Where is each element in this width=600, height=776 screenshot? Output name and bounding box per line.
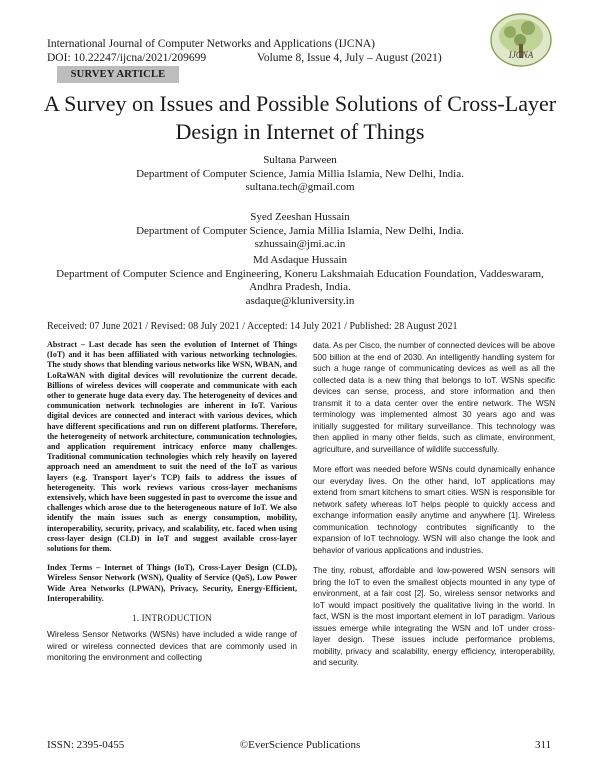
journal-logo: [480, 6, 562, 76]
author-email: sultana.tech@gmail.com: [245, 181, 355, 193]
logo-text: IJCNA: [508, 50, 534, 60]
author-name: Sultana Parween: [263, 154, 337, 166]
author-affiliation: Department of Computer Science and Engineering, Koneru Lakshmaiah Education Foundation, Vaddeswaram,: [56, 267, 544, 280]
author-block-1: [20, 154, 580, 195]
intro-paragraph: Wireless Sensor Networks (WSNs) have included a wide range of wired or wireless connected devices that are commonly used in monitoring the environment and collecting: [47, 629, 297, 662]
left-column: [47, 340, 297, 663]
section-heading-introduction: 1. INTRODUCTION: [132, 613, 212, 624]
footer-publisher: ©EverScience Publications: [239, 739, 361, 751]
author-affiliation-line2: Andhra Pradesh, India.: [249, 281, 351, 293]
abstract: Abstract – Last decade has seen the evolution of Internet of Things (IoT) and it has been affiliated with various networking technologies. The study shows that blending various networks like WSN, WBAN, and LoRaWAN with digital devices will revolutionize the current decade. Billions of wireless devices will cooperate and communicate with each other to generate huge data every day. The heterogeneity of devices and communication network technologies are inherent in IoT. Various digital devices are connected and interact with various devices, which have different specifications and run on different platforms. Therefore, the heterogeneity of network architecture, communication technologies, and application requirement intricacy enforce many challenges. Traditional communication technologies which rely heavily on layered approach need an amendment to suit the need of the IoT as various layers (e.g. Transport layer's TCP) fails to address the issues of heterogeneity. This work reviews various cross-layer mechanisms extensively, which have been suggested in past to overcome the issue and challenges which arose due to the heterogeneous nature of IoT. We also identify the main issues such as energy consumption, mobility, interoperability, security, privacy, and scalability, etc. faced when using cross-layer design (CLD) in IoT and suggest available cross-layer solutions for them.: [47, 340, 297, 554]
author-block-2: [20, 211, 580, 252]
paper-title: A Survey on Issues and Possible Solutions of Cross-Layer Design in Internet of Things: [43, 91, 557, 144]
publication-dates: Received: 07 June 2021 / Revised: 08 July 2021 / Accepted: 14 July 2021 / Published: 28 August 2021: [47, 321, 458, 332]
body-paragraph-1: data. As per Cisco, the number of connected devices will be above 500 billion at the end of 2030. An intelligently handling system for such a huge range of communicating devices as well as all the collected data is a new thing that belongs to IoT. WSNs specific devices can sense, process, and store information and then transmit it to a data center over the entire network. The WSN terminology was implemented almost 30 years ago and was initially suggested for military surveillance. This technology was then applied in many other fields, such as climate, environment, agriculture, and surveillance of wildlife successfully.: [313, 341, 555, 454]
author-name: Syed Zeeshan Hussain: [250, 211, 350, 223]
right-column: [313, 340, 555, 678]
journal-name: International Journal of Computer Networks and Applications (IJCNA): [47, 38, 376, 50]
page-number: 311: [535, 739, 552, 751]
author-name: Md Asdaque Hussain: [252, 254, 348, 266]
index-terms: Index Terms – Internet of Things (IoT), Cross-Layer Design (CLD), Wireless Sensor Network (WSN), Quality of Service (QoS), Low Power Wide Area Networks (LPWAN), Privacy, Security, Energy-Efficient, Interoperability.: [47, 563, 297, 603]
author-email: asdaque@kluniversity.in: [245, 294, 355, 307]
author-affiliation: Department of Computer Science, Jamia Millia Islamia, New Delhi, India.: [136, 167, 464, 180]
volume-info: Volume 8, Issue 4, July – August (2021): [257, 52, 442, 64]
article-type-badge: SURVEY ARTICLE: [57, 66, 179, 83]
author-affiliation: Department of Computer Science, Jamia Millia Islamia, New Delhi, India.: [136, 224, 464, 237]
body-paragraph-2: More effort was needed before WSNs could dynamically enhance our everyday lives. On the other hand, IoT applications may extend from smart kitchens to smart cities. WSN is responsible for network safety whereas IoT helps people to quickly access and exchange information easily anytime and anywhere [1]. Wireless communication technology contributes significantly to the expansion of IoT technology. WSN will also change the look and behavior of various applications and industries.: [313, 465, 555, 555]
author-block-3: [20, 254, 580, 308]
author-email: szhussain@jmi.ac.in: [254, 238, 346, 250]
doi: DOI: 10.22247/ijcna/2021/209699: [47, 52, 207, 64]
doi-line: [47, 52, 457, 64]
body-paragraph-3: The tiny, robust, affordable and low-powered WSN sensors will bring the IoT to even the smallest objects mounted in any type of environment, at a fair cost [2]. So, wireless sensor networks and IoT would impact positively the qualitative living in the world. In fact, WSN is the most important element in IoT paradigm. Various issues emerge while integrating the WSN and IoT under cross-layer design. These issues include performance problems, mobility, privacy and scalability, energy efficiency, interoperability, and security.: [313, 566, 555, 667]
footer-issn: ISSN: 2395-0455: [47, 739, 125, 751]
